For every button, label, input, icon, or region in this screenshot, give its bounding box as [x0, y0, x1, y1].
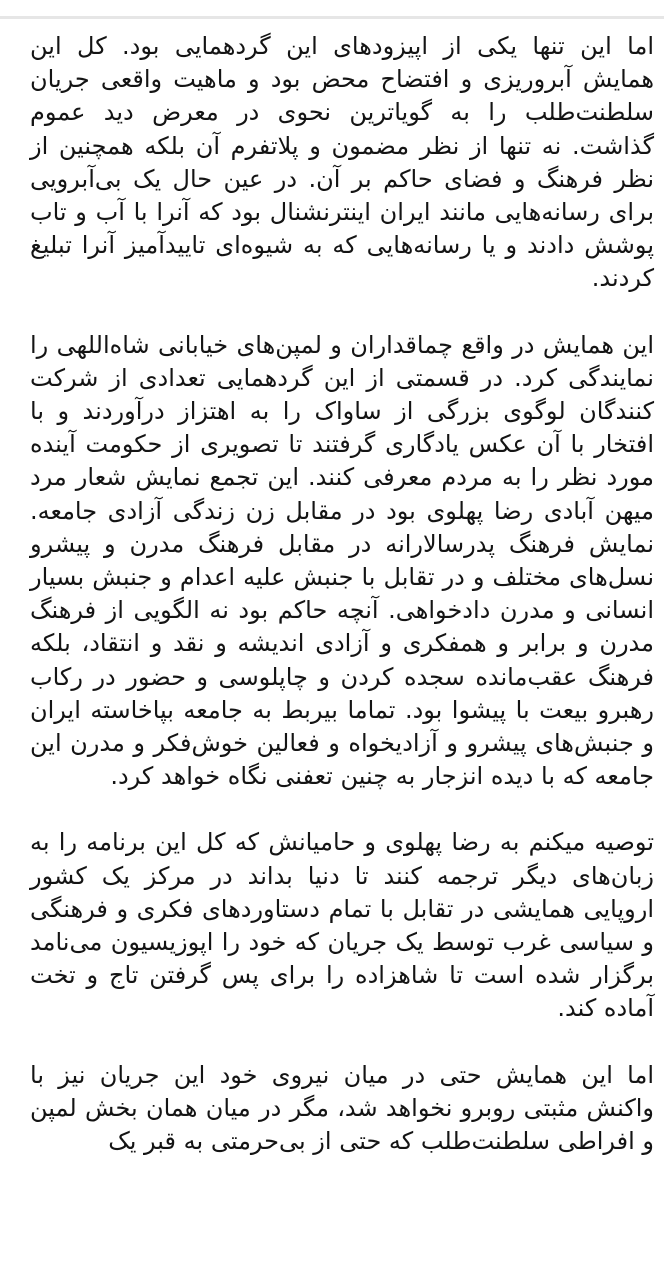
article-body [30, 30, 654, 1191]
article-paragraph-1: اما این تنها یکی از اپیزودهای این گردهمایی بود. کل این همایش آبروریزی و افتضاح محض بود و ماهیت واقعی جریان سلطنت‌طلب را به گویاترین نحوی در معرض دید عموم گذاشت. نه تنها از نظر مضمون و پلاتفرم آن بلکه همچنین از نظر فرهنگ و فضای حاکم بر آن. در عین حال یک بی‌آبرویی برای رسانه‌هایی مانند ایران اینترنشنال بود که آنرا با آب و تاب پوشش دادند و یا رسانه‌هایی که به شیوه‌ای تاییدآمیز آنرا تبلیغ کردند. [30, 32, 654, 293]
article-paragraph-2: این همایش در واقع چماقداران و لمپن‌های خیابانی شاه‌اللهی را نمایندگی کرد. در قسمتی از این گردهمایی تعدادی از شرکت کنندگان لوگوی بزرگی از ساواک را به اهتزاز درآوردند و با افتخار با آن عکس یادگاری گرفتند تا تصویری از حکومت آینده مورد نظر را به مردم معرفی کنند. این تجمع نمایش شعار مرد میهن آبادی رضا پهلوی بود در مقابل زن زندگی آزادی جامعه. نمایش فرهنگ پدرسالارانه در مقابل فرهنگ مدرن و پیشرو نسل‌های مختلف و در تقابل با جنبش علیه اعدام و جنبش بسیار انسانی و مدرن دادخواهی. آنچه حاکم بود نه الگویی از فرهنگ مدرن و برابر و همفکری و آزادی اندیشه و نقد و انتقاد، بلکه فرهنگ عقب‌مانده سجده کردن و چاپلوسی و حضور در رکاب رهبرو بیعت با پیشوا بود. تماما بیربط به جامعه بپاخاسته ایران و جنبش‌های پیشرو و آزادیخواه و فعالین خوش‌فکر و مدرن این جامعه که با دیده انزجار به چنین تعفنی نگاه خواهد کرد. [30, 330, 654, 791]
article-paragraph-4: اما این همایش حتی در میان نیروی خود این جریان نیز با واکنش مثبتی روبرو نخواهد شد، مگر در میان همان بخش لمپن و افراطی سلطنت‌طلب که حتی از بی‌حرمتی به قبر یک [30, 1060, 654, 1156]
top-divider [0, 16, 664, 19]
article-paragraph-3: توصیه میکنم به رضا پهلوی و حامیانش که کل این برنامه را به زبان‌های دیگر ترجمه کنند تا دنیا بداند در مرکز یک کشور اروپایی همایشی در تقابل با تمام دستاوردهای فکری و فرهنگی و سیاسی غرب توسط یک جریان که خود را اپوزیسیون می‌نامد برگزار شده است تا شاهزاده را برای پس گرفتن تاج و تخت آماده کند. [30, 828, 654, 1023]
